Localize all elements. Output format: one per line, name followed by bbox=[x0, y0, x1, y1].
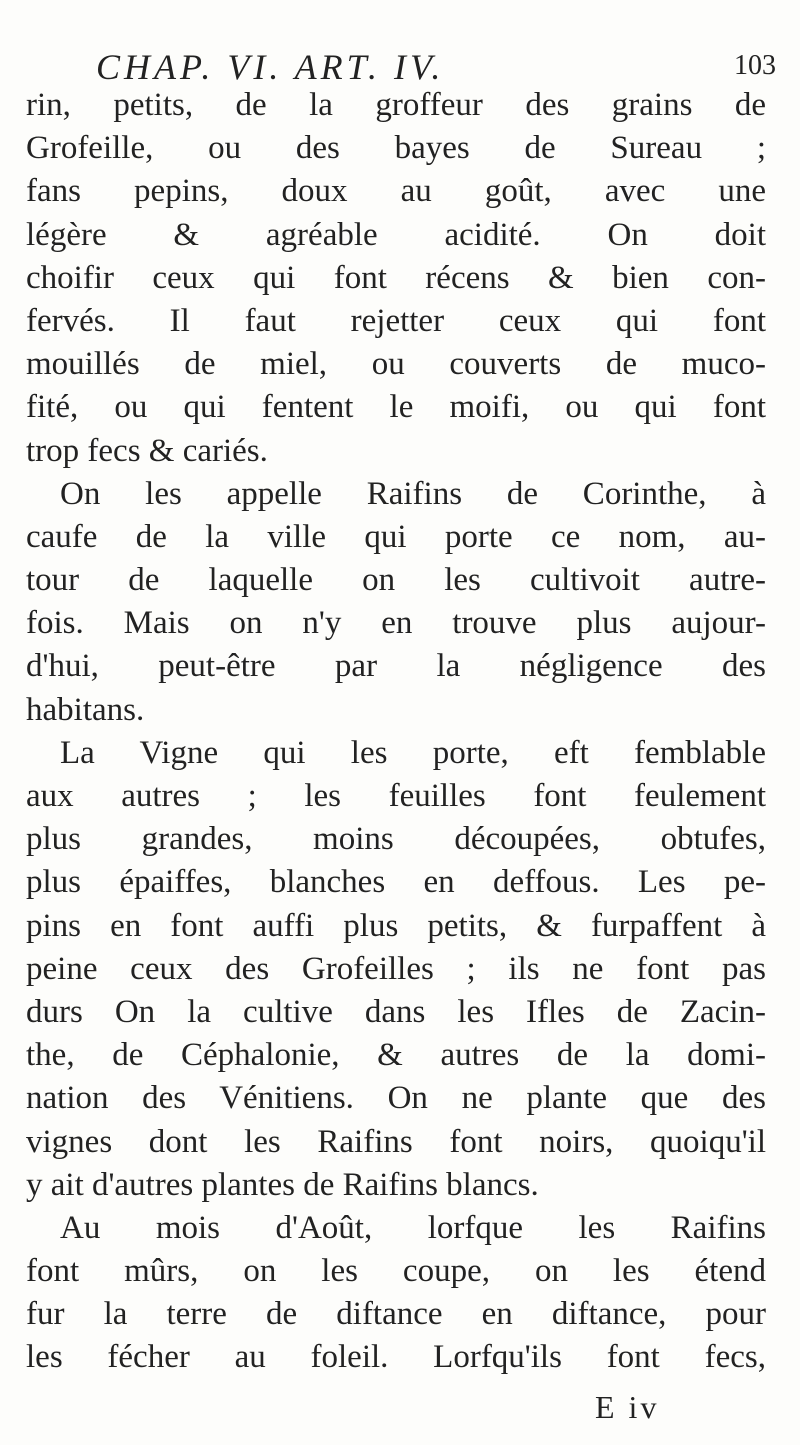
text-line: habitans. bbox=[26, 691, 145, 728]
text-line: y ait d'autres plantes de Raifins blancs. bbox=[26, 1166, 539, 1203]
text-line: les fécher au foleil. Lorfqu'ils font fecs, bbox=[26, 1339, 766, 1376]
text-line: fans pepins, doux au goût, avec une bbox=[26, 173, 766, 210]
text-line: fois. Mais on n'y en trouve plus aujour- bbox=[26, 605, 766, 642]
text-line: nation des Vénitiens. On ne plante que des bbox=[26, 1080, 766, 1117]
text-line: rin, petits, de la groffeur des grains de bbox=[26, 87, 766, 123]
text-line: pins en font auffi plus petits, & furpaffent à bbox=[26, 907, 766, 944]
text-line: fur la terre de diftance en diftance, pour bbox=[26, 1296, 766, 1333]
text-line: Au mois d'Août, lorfque les Raifins bbox=[60, 1209, 766, 1246]
text-line: aux autres ; les feuilles font feulement bbox=[26, 778, 766, 814]
text-line: choifir ceux qui font récens & bien con- bbox=[26, 259, 766, 296]
text-line: fervés. Il faut rejetter ceux qui font bbox=[26, 302, 766, 339]
text-line: trop fecs & cariés. bbox=[26, 432, 268, 469]
text-line: the, de Céphalonie, & autres de la domi- bbox=[26, 1037, 766, 1074]
page-number: 103 bbox=[734, 50, 776, 81]
text-line: tour de laquelle on les cultivoit autre- bbox=[26, 562, 766, 599]
text-line: On les appelle Raifins de Corinthe, à bbox=[60, 475, 766, 512]
text-line: d'hui, peut-être par la négligence des bbox=[26, 648, 766, 685]
text-line: font mûrs, on les coupe, on les étend bbox=[26, 1253, 766, 1290]
text-line: mouillés de miel, ou couverts de muco- bbox=[26, 346, 766, 383]
text-line: plus grandes, moins découpées, obtufes, bbox=[26, 821, 766, 858]
text-line: durs On la cultive dans les Ifles de Zacin- bbox=[26, 993, 766, 1030]
text-line: caufe de la ville qui porte ce nom, au- bbox=[26, 518, 766, 555]
text-line: vignes dont les Raifins font noirs, quoiqu'il bbox=[26, 1123, 766, 1160]
text-line: fité, ou qui fentent le moifi, ou qui font bbox=[26, 389, 766, 426]
text-line: peine ceux des Grofeilles ; ils ne font pas bbox=[26, 950, 766, 987]
body-text bbox=[26, 84, 766, 1380]
text-line: plus épaiffes, blanches en deffous. Les pe- bbox=[26, 864, 766, 901]
text-line: légère & agréable acidité. On doit bbox=[26, 216, 766, 253]
text-line: Grofeille, ou des bayes de Sureau ; bbox=[26, 130, 766, 167]
signature-mark: E iv bbox=[595, 1389, 660, 1425]
running-title: CHAP. VI. ART. IV. bbox=[96, 47, 445, 87]
text-line: La Vigne qui les porte, eft femblable bbox=[60, 734, 766, 771]
